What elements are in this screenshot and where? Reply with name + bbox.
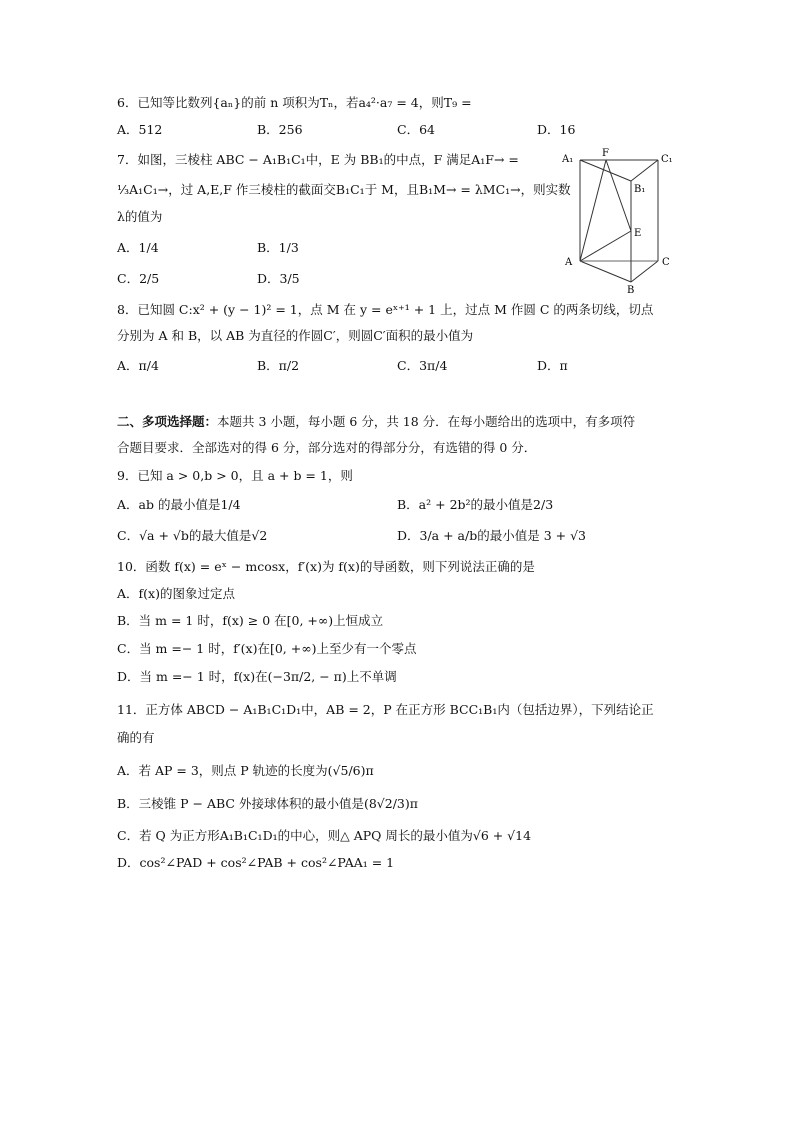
q11-stem-line-2: 确的有	[117, 730, 155, 745]
q7-option-a: A．1/4	[117, 240, 159, 255]
q9-option-b: B．a² + 2b²的最小值是2/3	[397, 497, 554, 512]
q6-option-b: B．256	[257, 122, 303, 137]
label-a: A	[565, 257, 573, 268]
q7-option-d: D．3/5	[257, 271, 300, 286]
q9-option-d: D．3/a + a/b的最小值是 3 + √3	[397, 528, 586, 543]
q9-option-c: C．√a + √b的最大值是√2	[117, 528, 268, 543]
q8-option-d: D．π	[537, 358, 568, 373]
label-c: C	[662, 257, 670, 268]
q7-stem-line-1: 7．如图，三棱柱 ABC − A₁B₁C₁中，E 为 BB₁的中点，F 满足A₁F→ =	[117, 152, 519, 167]
q8-stem-line-2: 分别为 A 和 B，以 AB 为直径的作圆C′，则圆C′面积的最小值为	[117, 328, 474, 343]
q9-stem: 9．已知 a > 0,b > 0，且 a + b = 1，则	[117, 468, 353, 483]
q6-option-c: C．64	[397, 122, 435, 137]
q11-option-d: D．cos²∠PAD + cos²∠PAB + cos²∠PAA₁ = 1	[117, 855, 395, 870]
q9-option-a: A．ab 的最小值是1/4	[117, 497, 241, 512]
q11-option-c: C．若 Q 为正方形A₁B₁C₁D₁的中心，则△ APQ 周长的最小值为√6 + √14	[117, 828, 532, 843]
q8-stem-line-1: 8．已知圆 C:x² + (y − 1)² = 1，点 M 在 y = eˣ⁺¹ + 1 上，过点 M 作圆 C 的两条切线，切点	[117, 302, 654, 317]
q6-option-d: D．16	[537, 122, 576, 137]
q11-stem-line-1: 11．正方体 ABCD − A₁B₁C₁D₁中，AB = 2，P 在正方形 BCC₁B₁内（包括边界），下列结论正	[117, 702, 654, 717]
section-2-heading: 二、多项选择题：	[117, 414, 218, 429]
label-a1: A₁	[562, 154, 574, 165]
label-e: E	[634, 228, 642, 239]
q7-option-c: C．2/5	[117, 271, 160, 286]
q6-stem: 6．已知等比数列{aₙ}的前 n 项积为Tₙ，若a₄²·a₇ = 4，则T₉ =	[117, 95, 472, 110]
q6-option-a: A．512	[117, 122, 163, 137]
q8-option-b: B．π/2	[257, 358, 300, 373]
q7-option-b: B．1/3	[257, 240, 299, 255]
q10-option-d: D．当 m =− 1 时，f(x)在(−3π/2, − π)上不单调	[117, 669, 397, 684]
prism-figure	[558, 146, 688, 294]
q7-stem-line-3: λ的值为	[117, 209, 163, 224]
q11-option-b: B．三棱锥 P − ABC 外接球体积的最小值是(8√2/3)π	[117, 796, 418, 811]
q10-option-b: B．当 m = 1 时，f(x) ≥ 0 在[0, +∞)上恒成立	[117, 613, 384, 628]
q10-stem: 10．函数 f(x) = eˣ − mcosx，f′(x)为 f(x)的导函数，则下列说法正确的是	[117, 559, 535, 574]
q10-option-a: A．f(x)的图象过定点	[117, 586, 235, 601]
section-2-line-1	[117, 413, 635, 431]
label-c1: C₁	[661, 154, 673, 165]
q7-stem-line-2: ⅓A₁C₁→，过 A,E,F 作三棱柱的截面交B₁C₁于 M，且B₁M→ = λMC₁→，则实数	[117, 182, 571, 197]
label-f: F	[602, 148, 609, 159]
q8-option-a: A．π/4	[117, 358, 159, 373]
q10-option-c: C．当 m =− 1 时，f′(x)在[0, +∞)上至少有一个零点	[117, 641, 417, 656]
q11-option-a: A．若 AP = 3，则点 P 轨迹的长度为(√5/6)π	[117, 763, 374, 778]
q8-option-c: C．3π/4	[397, 358, 448, 373]
label-b1: B₁	[634, 184, 646, 195]
section-2-line-2: 合题目要求．全部选对的得 6 分，部分选对的得部分分，有选错的得 0 分．	[117, 440, 537, 455]
label-b: B	[627, 285, 635, 294]
section-2-intro: 本题共 3 小题，每小题 6 分，共 18 分．在每小题给出的选项中，有多项符	[217, 414, 636, 429]
